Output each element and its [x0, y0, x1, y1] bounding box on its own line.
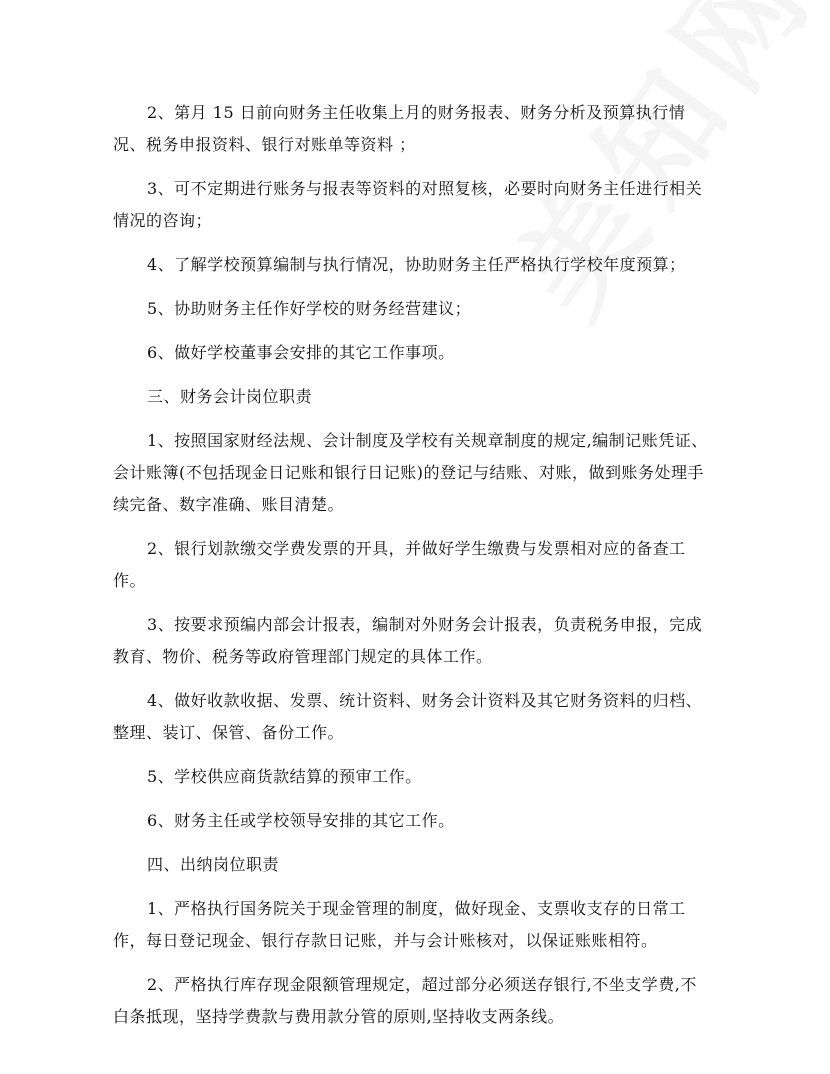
paragraph-cashier-item-1: 1、严格执行国务院关于现金管理的制度，做好现金、支票收支存的日常工作，每日登记现金、银行存款日记账，并与会计账核对，以保证账账相符。 [113, 899, 686, 950]
paragraph-accounting-item-6: 6、财务主任或学校领导安排的其它工作。 [147, 811, 455, 830]
paragraph-accounting-item-5: 5、学校供应商货款结算的预审工作。 [147, 767, 422, 786]
paragraph-accounting-item-3: 3、按要求预编内部会计报表，编制对外财务会计报表，负责税务申报，完成教育、物价、税务等政府管理部门规定的具体工作。 [113, 615, 703, 666]
paragraph-item-3-review: 3、可不定期进行账务与报表等资料的对照复核，必要时向财务主任进行相关情况的咨询； [113, 179, 703, 230]
paragraph-item-4-budget: 4、了解学校预算编制与执行情况，协助财务主任严格执行学校年度预算； [147, 255, 686, 274]
paragraph-cashier-item-2: 2、严格执行库存现金限额管理规定，超过部分必须送存银行,不坐支学费,不白条抵现，坚持学费款与费用款分管的原则,坚持收支两条线。 [113, 975, 697, 1026]
paragraph-accounting-item-2: 2、银行划款缴交学费发票的开具，并做好学生缴费与发票相对应的备查工作。 [113, 539, 686, 590]
paragraph-item-2-finance-reports: 2、第月 15 日前向财务主任收集上月的财务报表、财务分析及预算执行情况、税务申报资料、银行对账单等资料 ； [113, 103, 686, 154]
paragraph-item-6-board: 6、做好学校董事会安排的其它工作事项。 [147, 343, 455, 362]
section-heading-cashier: 四、出纳岗位职责 [147, 855, 280, 874]
paragraph-item-5-advice: 5、协助财务主任作好学校的财务经营建议； [147, 299, 472, 318]
document-body [113, 97, 713, 1045]
paragraph-accounting-item-1: 1、按照国家财经法规、会计制度及学校有关规章制度的规定,编制记账凭证、会计账簿(不包括现金日记账和银行日记账)的登记与结账、对账，做到账务处理手续完备、数字准确、账目清楚。 [113, 431, 708, 514]
section-heading-accounting: 三、财务会计岗位职责 [147, 387, 313, 406]
paragraph-accounting-item-4: 4、做好收款收据、发票、统计资料、财务会计资料及其它财务资料的归档、整理、装订、保管、备份工作。 [113, 691, 703, 742]
